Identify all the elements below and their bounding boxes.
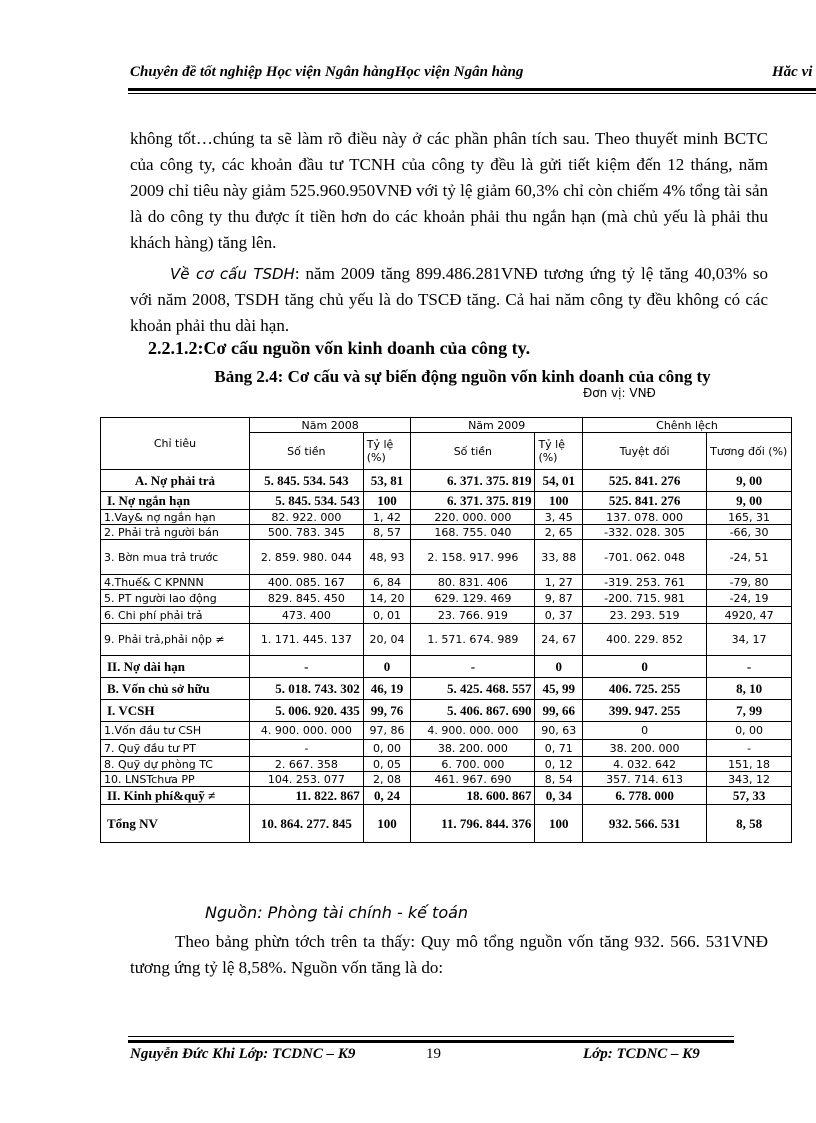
header-amount-2009: Số tiền xyxy=(411,433,535,470)
capital-structure-table xyxy=(100,417,792,843)
table-cell: -24, 19 xyxy=(707,590,792,607)
table-cell: 0 xyxy=(535,656,583,678)
table-cell: -701. 062. 048 xyxy=(583,540,707,575)
row-label: 10. LNSTchưa PP xyxy=(101,772,250,787)
header-year-2009: Năm 2009 xyxy=(411,418,583,433)
table-cell: 46, 19 xyxy=(363,678,411,700)
table-cell: 14, 20 xyxy=(363,590,411,607)
row-label: II. Kinh phí&quỹ ≠ xyxy=(101,787,250,805)
table-cell: 11. 796. 844. 376 xyxy=(411,805,535,843)
table-cell: -200. 715. 981 xyxy=(583,590,707,607)
table-cell: 38. 200. 000 xyxy=(411,740,535,757)
table-cell: 0 xyxy=(363,656,411,678)
table-cell: 0 xyxy=(583,722,707,740)
table-cell: 53, 81 xyxy=(363,470,411,492)
table-row xyxy=(101,740,792,757)
table-cell: 100 xyxy=(535,492,583,510)
table-cell: 80. 831. 406 xyxy=(411,575,535,590)
table-cell: 400. 085. 167 xyxy=(249,575,363,590)
table-cell: 525. 841. 276 xyxy=(583,470,707,492)
table-row xyxy=(101,624,792,656)
table-cell: 4920, 47 xyxy=(707,607,792,624)
header-ratio-2008: Tỷ lệ (%) xyxy=(363,433,411,470)
table-cell: 9, 00 xyxy=(707,492,792,510)
table-row xyxy=(101,678,792,700)
table-cell: 3, 45 xyxy=(535,510,583,525)
table-cell: 6. 371. 375. 819 xyxy=(411,470,535,492)
table-cell: 137. 078. 000 xyxy=(583,510,707,525)
table-cell: 10. 864. 277. 845 xyxy=(249,805,363,843)
table-row xyxy=(101,492,792,510)
header-rule-thin xyxy=(128,93,816,94)
table-cell: 5. 425. 468. 557 xyxy=(411,678,535,700)
table-cell: 1. 571. 674. 989 xyxy=(411,624,535,656)
table-cell: - xyxy=(249,656,363,678)
table-row xyxy=(101,470,792,492)
table-cell: 99, 76 xyxy=(363,700,411,722)
header-title: Chuyên đề tốt nghiệp Học viện Ngân hàngHọc viện Ngân hàng xyxy=(130,64,524,80)
table-cell: 45, 99 xyxy=(535,678,583,700)
table-cell: 0, 05 xyxy=(363,757,411,772)
table-cell: 0, 34 xyxy=(535,787,583,805)
table-cell: 343, 12 xyxy=(707,772,792,787)
table-cell: 932. 566. 531 xyxy=(583,805,707,843)
header-amount-2008: Số tiền xyxy=(249,433,363,470)
row-label: 1.Vay& nợ ngắn hạn xyxy=(101,510,250,525)
table-cell: 23. 766. 919 xyxy=(411,607,535,624)
table-cell: 1, 27 xyxy=(535,575,583,590)
table-cell: 8, 57 xyxy=(363,525,411,540)
table-cell: 4. 900. 000. 000 xyxy=(249,722,363,740)
page-number: 19 xyxy=(426,1046,441,1062)
row-label: 8. Quỹ dự phòng TC xyxy=(101,757,250,772)
row-label: I. Nợ ngắn hạn xyxy=(101,492,250,510)
table-cell: 90, 63 xyxy=(535,722,583,740)
table-cell: 5. 406. 867. 690 xyxy=(411,700,535,722)
table-row xyxy=(101,700,792,722)
table-cell: 0, 37 xyxy=(535,607,583,624)
table-row xyxy=(101,757,792,772)
table-cell: -332. 028. 305 xyxy=(583,525,707,540)
table-cell: 473. 400 xyxy=(249,607,363,624)
table-cell: 406. 725. 255 xyxy=(583,678,707,700)
table-cell: 0, 01 xyxy=(363,607,411,624)
table-cell: 99, 66 xyxy=(535,700,583,722)
header-relative: Tương đối (%) xyxy=(707,433,792,470)
table-cell: -79, 80 xyxy=(707,575,792,590)
table-row xyxy=(101,510,792,525)
paragraph-2-lead: Về cơ cấu TSDH xyxy=(170,265,295,283)
table-cell: 829. 845. 450 xyxy=(249,590,363,607)
table-cell: -24, 51 xyxy=(707,540,792,575)
table-cell: 8, 58 xyxy=(707,805,792,843)
table-source: Nguồn: Phòng tài chính - kế toán xyxy=(205,903,469,922)
table-cell: - xyxy=(411,656,535,678)
table-body xyxy=(101,470,792,843)
header-right: Hăc vi xyxy=(772,64,813,80)
table-cell: 18. 600. 867 xyxy=(411,787,535,805)
table-cell: 151, 18 xyxy=(707,757,792,772)
table-row xyxy=(101,575,792,590)
table-cell: 5. 018. 743. 302 xyxy=(249,678,363,700)
table-row xyxy=(101,590,792,607)
table-cell: 38. 200. 000 xyxy=(583,740,707,757)
table-row xyxy=(101,656,792,678)
table-cell: - xyxy=(707,656,792,678)
table-cell: 100 xyxy=(363,492,411,510)
row-label: Tổng NV xyxy=(101,805,250,843)
table-cell: 33, 88 xyxy=(535,540,583,575)
table-cell: 399. 947. 255 xyxy=(583,700,707,722)
table-cell: 461. 967. 690 xyxy=(411,772,535,787)
table-cell: 54, 01 xyxy=(535,470,583,492)
row-label: B. Vốn chủ sở hữu xyxy=(101,678,250,700)
table-cell: 525. 841. 276 xyxy=(583,492,707,510)
page-header xyxy=(130,64,816,84)
table-cell: 8, 54 xyxy=(535,772,583,787)
table-cell: 2. 158. 917. 996 xyxy=(411,540,535,575)
table-cell: 6. 700. 000 xyxy=(411,757,535,772)
table-row xyxy=(101,805,792,843)
table-cell: 500. 783. 345 xyxy=(249,525,363,540)
table-cell: 100 xyxy=(535,805,583,843)
header-year-2008: Năm 2008 xyxy=(249,418,410,433)
table-cell: 2. 667. 358 xyxy=(249,757,363,772)
table-cell: 100 xyxy=(363,805,411,843)
table-cell: 6. 778. 000 xyxy=(583,787,707,805)
table-cell: 165, 31 xyxy=(707,510,792,525)
table-row xyxy=(101,787,792,805)
row-label: 9. Phải trả,phải nộp ≠ xyxy=(101,624,250,656)
table-cell: 2, 65 xyxy=(535,525,583,540)
table-cell: -319. 253. 761 xyxy=(583,575,707,590)
table-cell: 0, 24 xyxy=(363,787,411,805)
table-cell: 0, 71 xyxy=(535,740,583,757)
table-cell: 2, 08 xyxy=(363,772,411,787)
table-cell: - xyxy=(249,740,363,757)
table-cell: 20, 04 xyxy=(363,624,411,656)
table-cell: 7, 99 xyxy=(707,700,792,722)
table-cell: 0, 12 xyxy=(535,757,583,772)
footer-rule-thin xyxy=(128,1036,734,1037)
table-cell: 97, 86 xyxy=(363,722,411,740)
paragraph-2 xyxy=(130,261,768,339)
row-label: 6. Chi phí phải trả xyxy=(101,607,250,624)
footer-author: Nguyễn Đức Khi Lớp: TCDNC – K9 xyxy=(130,1046,356,1062)
table-cell: 0 xyxy=(583,656,707,678)
table-cell: 104. 253. 077 xyxy=(249,772,363,787)
table-cell: 1, 42 xyxy=(363,510,411,525)
table-cell: 5. 006. 920. 435 xyxy=(249,700,363,722)
table-cell: 8, 10 xyxy=(707,678,792,700)
table-cell: 6, 84 xyxy=(363,575,411,590)
row-label: 4.Thuế& C KPNNN xyxy=(101,575,250,590)
table-cell: - xyxy=(707,740,792,757)
table-row xyxy=(101,525,792,540)
table-cell: 220. 000. 000 xyxy=(411,510,535,525)
table-cell: 5. 845. 534. 543 xyxy=(249,492,363,510)
paragraph-3: Theo bảng phừn tớch trên ta thấy: Quy mô tổng nguồn vốn tăng 932. 566. 531VNĐ tương ứng tỷ lệ 8,58%. Nguồn vốn tăng là do: xyxy=(130,932,768,977)
header-absolute: Tuyệt đối xyxy=(583,433,707,470)
row-label: 7. Quỹ đầu tư PT xyxy=(101,740,250,757)
header-rule-thick xyxy=(128,88,816,91)
header-ratio-2009: Tỷ lệ (%) xyxy=(535,433,583,470)
table-cell: 82. 922. 000 xyxy=(249,510,363,525)
table-cell: 629. 129. 469 xyxy=(411,590,535,607)
table-caption: Bảng 2.4: Cơ cấu và sự biến động nguồn vốn kinh doanh của công ty xyxy=(214,367,711,386)
header-indicator: Chỉ tiêu xyxy=(101,418,250,470)
table-cell: 48, 93 xyxy=(363,540,411,575)
paragraph-2-text: : năm 2009 tăng 899.486.281VNĐ tương ứng tỷ lệ tăng 40,03% so với năm 2008, TSDH tăng chủ yếu là do TSCĐ tăng. Cả hai năm công ty đều không có các khoản phải thu dài hạn. xyxy=(130,264,768,335)
table-cell: 5. 845. 534. 543 xyxy=(249,470,363,492)
table-cell: 0, 00 xyxy=(363,740,411,757)
table-cell: 2. 859. 980. 044 xyxy=(249,540,363,575)
table-cell: 34, 17 xyxy=(707,624,792,656)
row-label: I. VCSH xyxy=(101,700,250,722)
section-heading: 2.2.1.2:Cơ cấu nguồn vốn kinh doanh của công ty. xyxy=(148,338,531,358)
row-label: 3. Bờn mua trả trước xyxy=(101,540,250,575)
table-cell: 24, 67 xyxy=(535,624,583,656)
table-cell: 0, 00 xyxy=(707,722,792,740)
row-label: II. Nợ dài hạn xyxy=(101,656,250,678)
table-unit: Đơn vị: VNĐ xyxy=(583,386,656,400)
row-label: 1.Vốn đầu tư CSH xyxy=(101,722,250,740)
table-cell: 6. 371. 375. 819 xyxy=(411,492,535,510)
header-difference: Chênh lệch xyxy=(583,418,792,433)
table-cell: -66, 30 xyxy=(707,525,792,540)
table-cell: 9, 00 xyxy=(707,470,792,492)
row-label: 2. Phải trả người bán xyxy=(101,525,250,540)
table-cell: 4. 900. 000. 000 xyxy=(411,722,535,740)
table-row xyxy=(101,722,792,740)
table-cell: 357. 714. 613 xyxy=(583,772,707,787)
page-footer xyxy=(130,1046,730,1066)
table-row xyxy=(101,772,792,787)
table-cell: 11. 822. 867 xyxy=(249,787,363,805)
paragraph-1: không tốt…chúng ta sẽ làm rõ điều này ở các phần phân tích sau. Theo thuyết minh BCTC của công ty, các khoản đầu tư TCNH của công ty đều là gửi tiết kiệm đến 12 tháng, năm 2009 chỉ tiêu này giảm 525.960.950VNĐ với tỷ lệ giảm 60,3% chỉ còn chiếm 4% tổng tài sản là do công ty thu được ít tiền hơn do các khoản phải thu ngắn hạn (mà chủ yếu là phải thu khách hàng) tăng lên. xyxy=(130,129,768,252)
footer-class: Lớp: TCDNC – K9 xyxy=(583,1046,700,1062)
table-cell: 57, 33 xyxy=(707,787,792,805)
footer-rule-thick xyxy=(128,1040,734,1043)
table-cell: 23. 293. 519 xyxy=(583,607,707,624)
table-cell: 168. 755. 040 xyxy=(411,525,535,540)
row-label: A. Nợ phải trả xyxy=(101,470,250,492)
table-cell: 9, 87 xyxy=(535,590,583,607)
table-row xyxy=(101,607,792,624)
table-cell: 1. 171. 445. 137 xyxy=(249,624,363,656)
table-cell: 4. 032. 642 xyxy=(583,757,707,772)
table-row xyxy=(101,540,792,575)
row-label: 5. PT người lao động xyxy=(101,590,250,607)
table-cell: 400. 229. 852 xyxy=(583,624,707,656)
